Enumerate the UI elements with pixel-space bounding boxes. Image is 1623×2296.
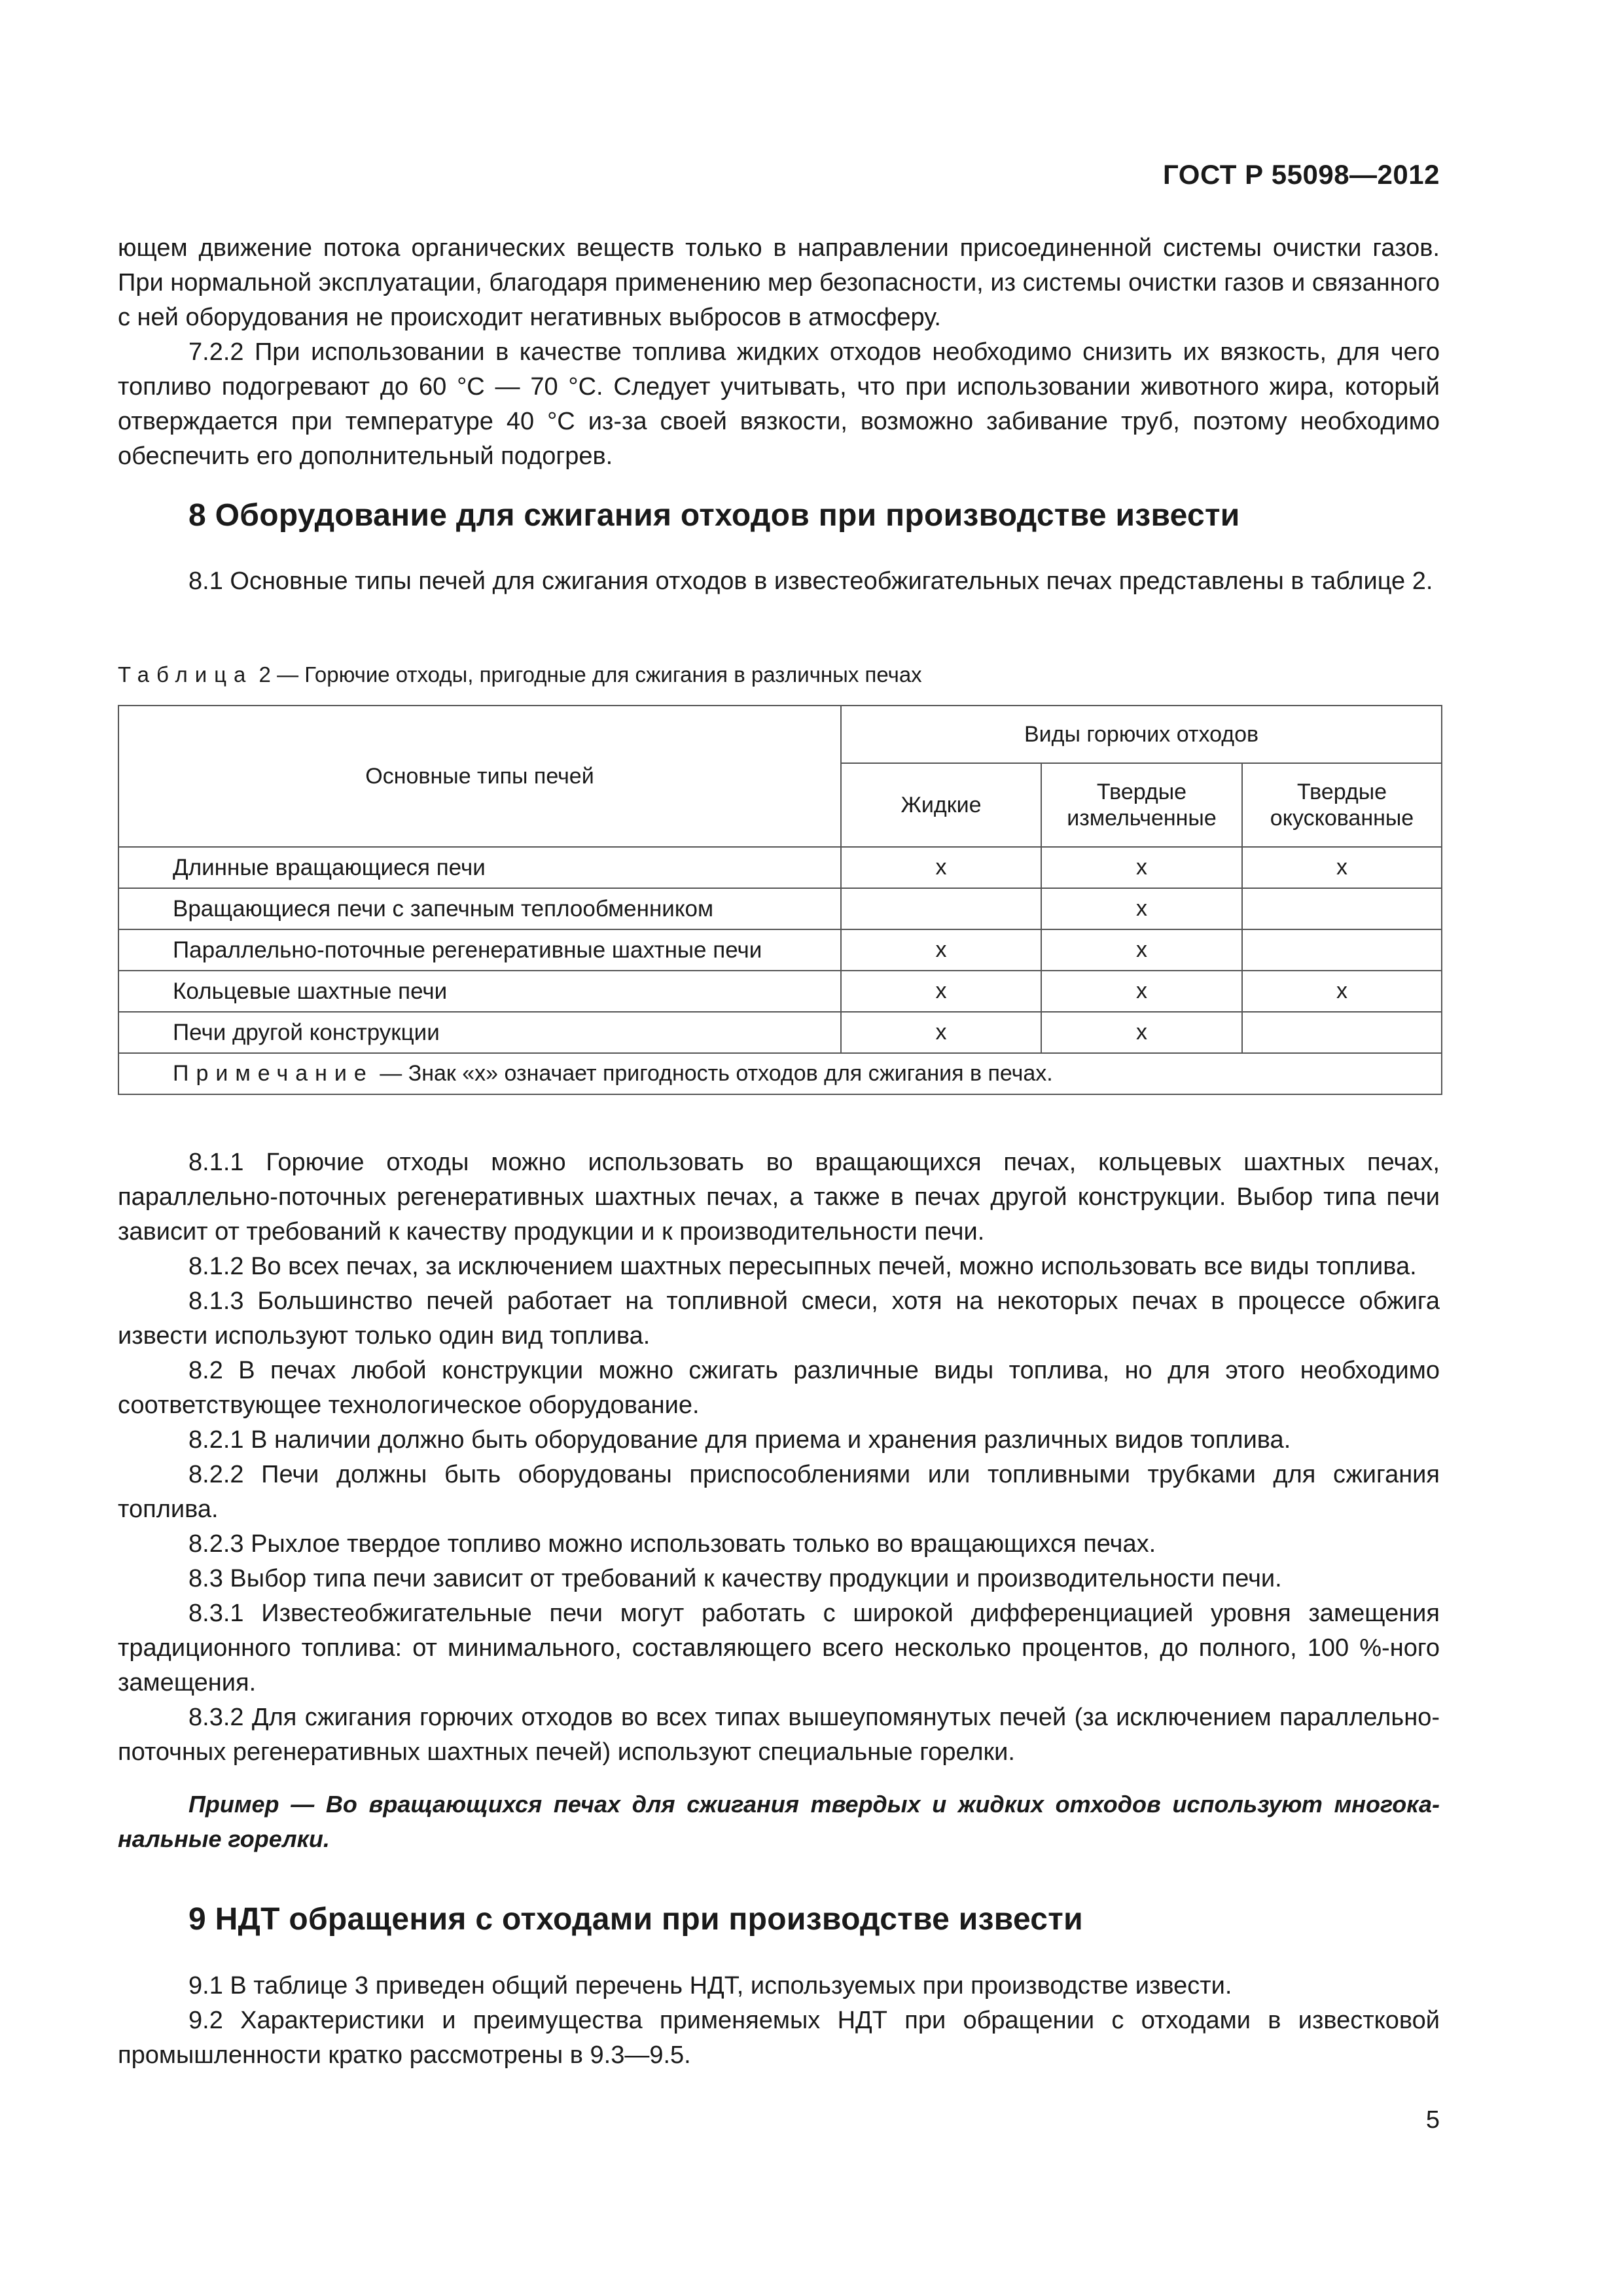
cell-liquid: x [841, 1012, 1041, 1053]
header-solid-crushed: Твердые измельченные [1041, 763, 1242, 847]
table-caption-label: Таблица [118, 662, 253, 687]
paragraph-7-2-2: 7.2.2 При использовании в качестве топлива жидких отходов необходимо снизить их вязкость, для чего топливо подогревают до 60 °С — 70 °С. Следует учитывать, что при использовании животного жира, который отверждается при температуре 40 °С из-за своей вязкости, возможно забивание труб, поэтому необходимо обеспечить его дополнительный подогрев. [118, 338, 1440, 470]
cell-liquid: x [841, 847, 1041, 888]
cell-liquid [841, 888, 1041, 929]
row-furnace-name: Вращающиеся печи с запечным теплообменником [118, 888, 841, 929]
paragraph-8-2-2: 8.2.2 Печи должны быть оборудованы приспособлениями или топливными трубками для сжигания топлива. [118, 1461, 1440, 1523]
cell-solid-lump: x [1242, 971, 1442, 1012]
cell-liquid: x [841, 929, 1041, 971]
row-furnace-name: Кольцевые шахтные печи [118, 971, 841, 1012]
cell-solid-lump [1242, 1012, 1442, 1053]
table-row [118, 847, 1442, 888]
paragraph-8-3-2: 8.3.2 Для сжигания горючих отходов во всех типах вышеупомянутых печей (за исключением параллельно-поточных регенеративных шахтных печей) используют специальные горелки. [118, 1704, 1440, 1766]
cell-solid-crushed: x [1041, 847, 1242, 888]
row-furnace-name: Параллельно-поточные регенеративные шахтные печи [118, 929, 841, 971]
paragraph-8-3-1: 8.3.1 Известеобжигательные печи могут работать с широкой дифференциацией уровня замещения традиционного топлива: от минимального, составляющего всего несколько процентов, до полного, 100 %-ного замещения. [118, 1600, 1440, 1696]
section-8-body [118, 1145, 1440, 1856]
cell-liquid: x [841, 971, 1041, 1012]
paragraph-8-1-2: 8.1.2 Во всех печах, за исключением шахтных пересыпных печей, можно использовать все виды топлива. [188, 1253, 1417, 1280]
waste-furnace-table [118, 705, 1442, 1095]
document-id-header: ГОСТ Р 55098—2012 [1163, 159, 1440, 190]
table-caption [118, 662, 922, 687]
cell-solid-lump [1242, 888, 1442, 929]
table-note-label: Примечание [173, 1061, 374, 1086]
paragraph-8-3: 8.3 Выбор типа печи зависит от требований к качеству продукции и производительности печи. [188, 1565, 1282, 1592]
paragraph-8-2: 8.2 В печах любой конструкции можно сжигать различные виды топлива, но для этого необходимо соответствующее технологическое оборудование. [118, 1357, 1440, 1419]
section-8-intro [118, 564, 1440, 599]
table-row [118, 888, 1442, 929]
header-waste-types: Виды горючих отходов [841, 706, 1442, 763]
table-note [118, 1053, 1442, 1094]
paragraph-8-1: 8.1 Основные типы печей для сжигания отходов в известеобжигательных печах представлены в таблице 2. [188, 567, 1433, 595]
cell-solid-crushed: x [1041, 929, 1242, 971]
table-note-text: — Знак «х» означает пригодность отходов для сжигания в печах. [373, 1061, 1053, 1086]
table-note-row [118, 1053, 1442, 1094]
cell-solid-lump [1242, 929, 1442, 971]
table-row [118, 971, 1442, 1012]
table-row [118, 1012, 1442, 1053]
cell-solid-crushed: x [1041, 971, 1242, 1012]
section-9-heading: 9 НДТ обращения с отходами при производстве извести [188, 1902, 1083, 1937]
paragraph-8-2-3: 8.2.3 Рыхлое твердое топливо можно использовать только во вращающихся печах. [188, 1530, 1156, 1558]
row-furnace-name: Длинные вращающиеся печи [118, 847, 841, 888]
table-row [118, 929, 1442, 971]
header-liquid: Жидкие [841, 763, 1041, 847]
example-note: Пример — Во вращающихся печах для сжигания твердых и жидких отходов используют многоканальные горелки. [118, 1791, 1440, 1852]
header-furnace-types: Основные типы печей [118, 706, 841, 847]
cell-solid-crushed: x [1041, 1012, 1242, 1053]
paragraph-continuation: ющем движение потока органических веществ только в направлении присоединенной системы очистки газов. При нормальной эксплуатации, благодаря применению мер безопасности, из системы очистки газов и связанного с ней оборудования не происходит негативных выбросов в атмосферу. [118, 234, 1440, 331]
paragraph-8-2-1: 8.2.1 В наличии должно быть оборудование для приема и хранения различных видов топлива. [188, 1426, 1291, 1454]
intro-text-block [118, 231, 1440, 474]
paragraph-9-1: 9.1 В таблице 3 приведен общий перечень НДТ, используемых при производстве извести. [188, 1972, 1232, 2000]
paragraph-8-1-3: 8.1.3 Большинство печей работает на топливной смеси, хотя на некоторых печах в процессе обжига извести используют только один вид топлива. [118, 1287, 1440, 1350]
page-number: 5 [1425, 2106, 1440, 2134]
paragraph-9-2: 9.2 Характеристики и преимущества применяемых НДТ при обращении с отходами в известковой промышленности кратко рассмотрены в 9.3—9.5. [118, 2007, 1440, 2069]
header-solid-lump: Твердые окускованные [1242, 763, 1442, 847]
section-9-body [118, 1969, 1440, 2073]
table-header-row [118, 706, 1442, 763]
row-furnace-name: Печи другой конструкции [118, 1012, 841, 1053]
cell-solid-crushed: x [1041, 888, 1242, 929]
cell-solid-lump: x [1242, 847, 1442, 888]
paragraph-8-1-1: 8.1.1 Горючие отходы можно использовать во вращающихся печах, кольцевых шахтных печах, параллельно-поточных регенеративных шахтных печах, а также в печах другой конструкции. Выбор типа печи зависит от требований к качеству продукции и к производительности печи. [118, 1149, 1440, 1246]
section-8-heading: 8 Оборудование для сжигания отходов при производстве извести [188, 498, 1240, 533]
table-caption-text: 2 — Горючие отходы, пригодные для сжигания в различных печах [253, 662, 922, 687]
